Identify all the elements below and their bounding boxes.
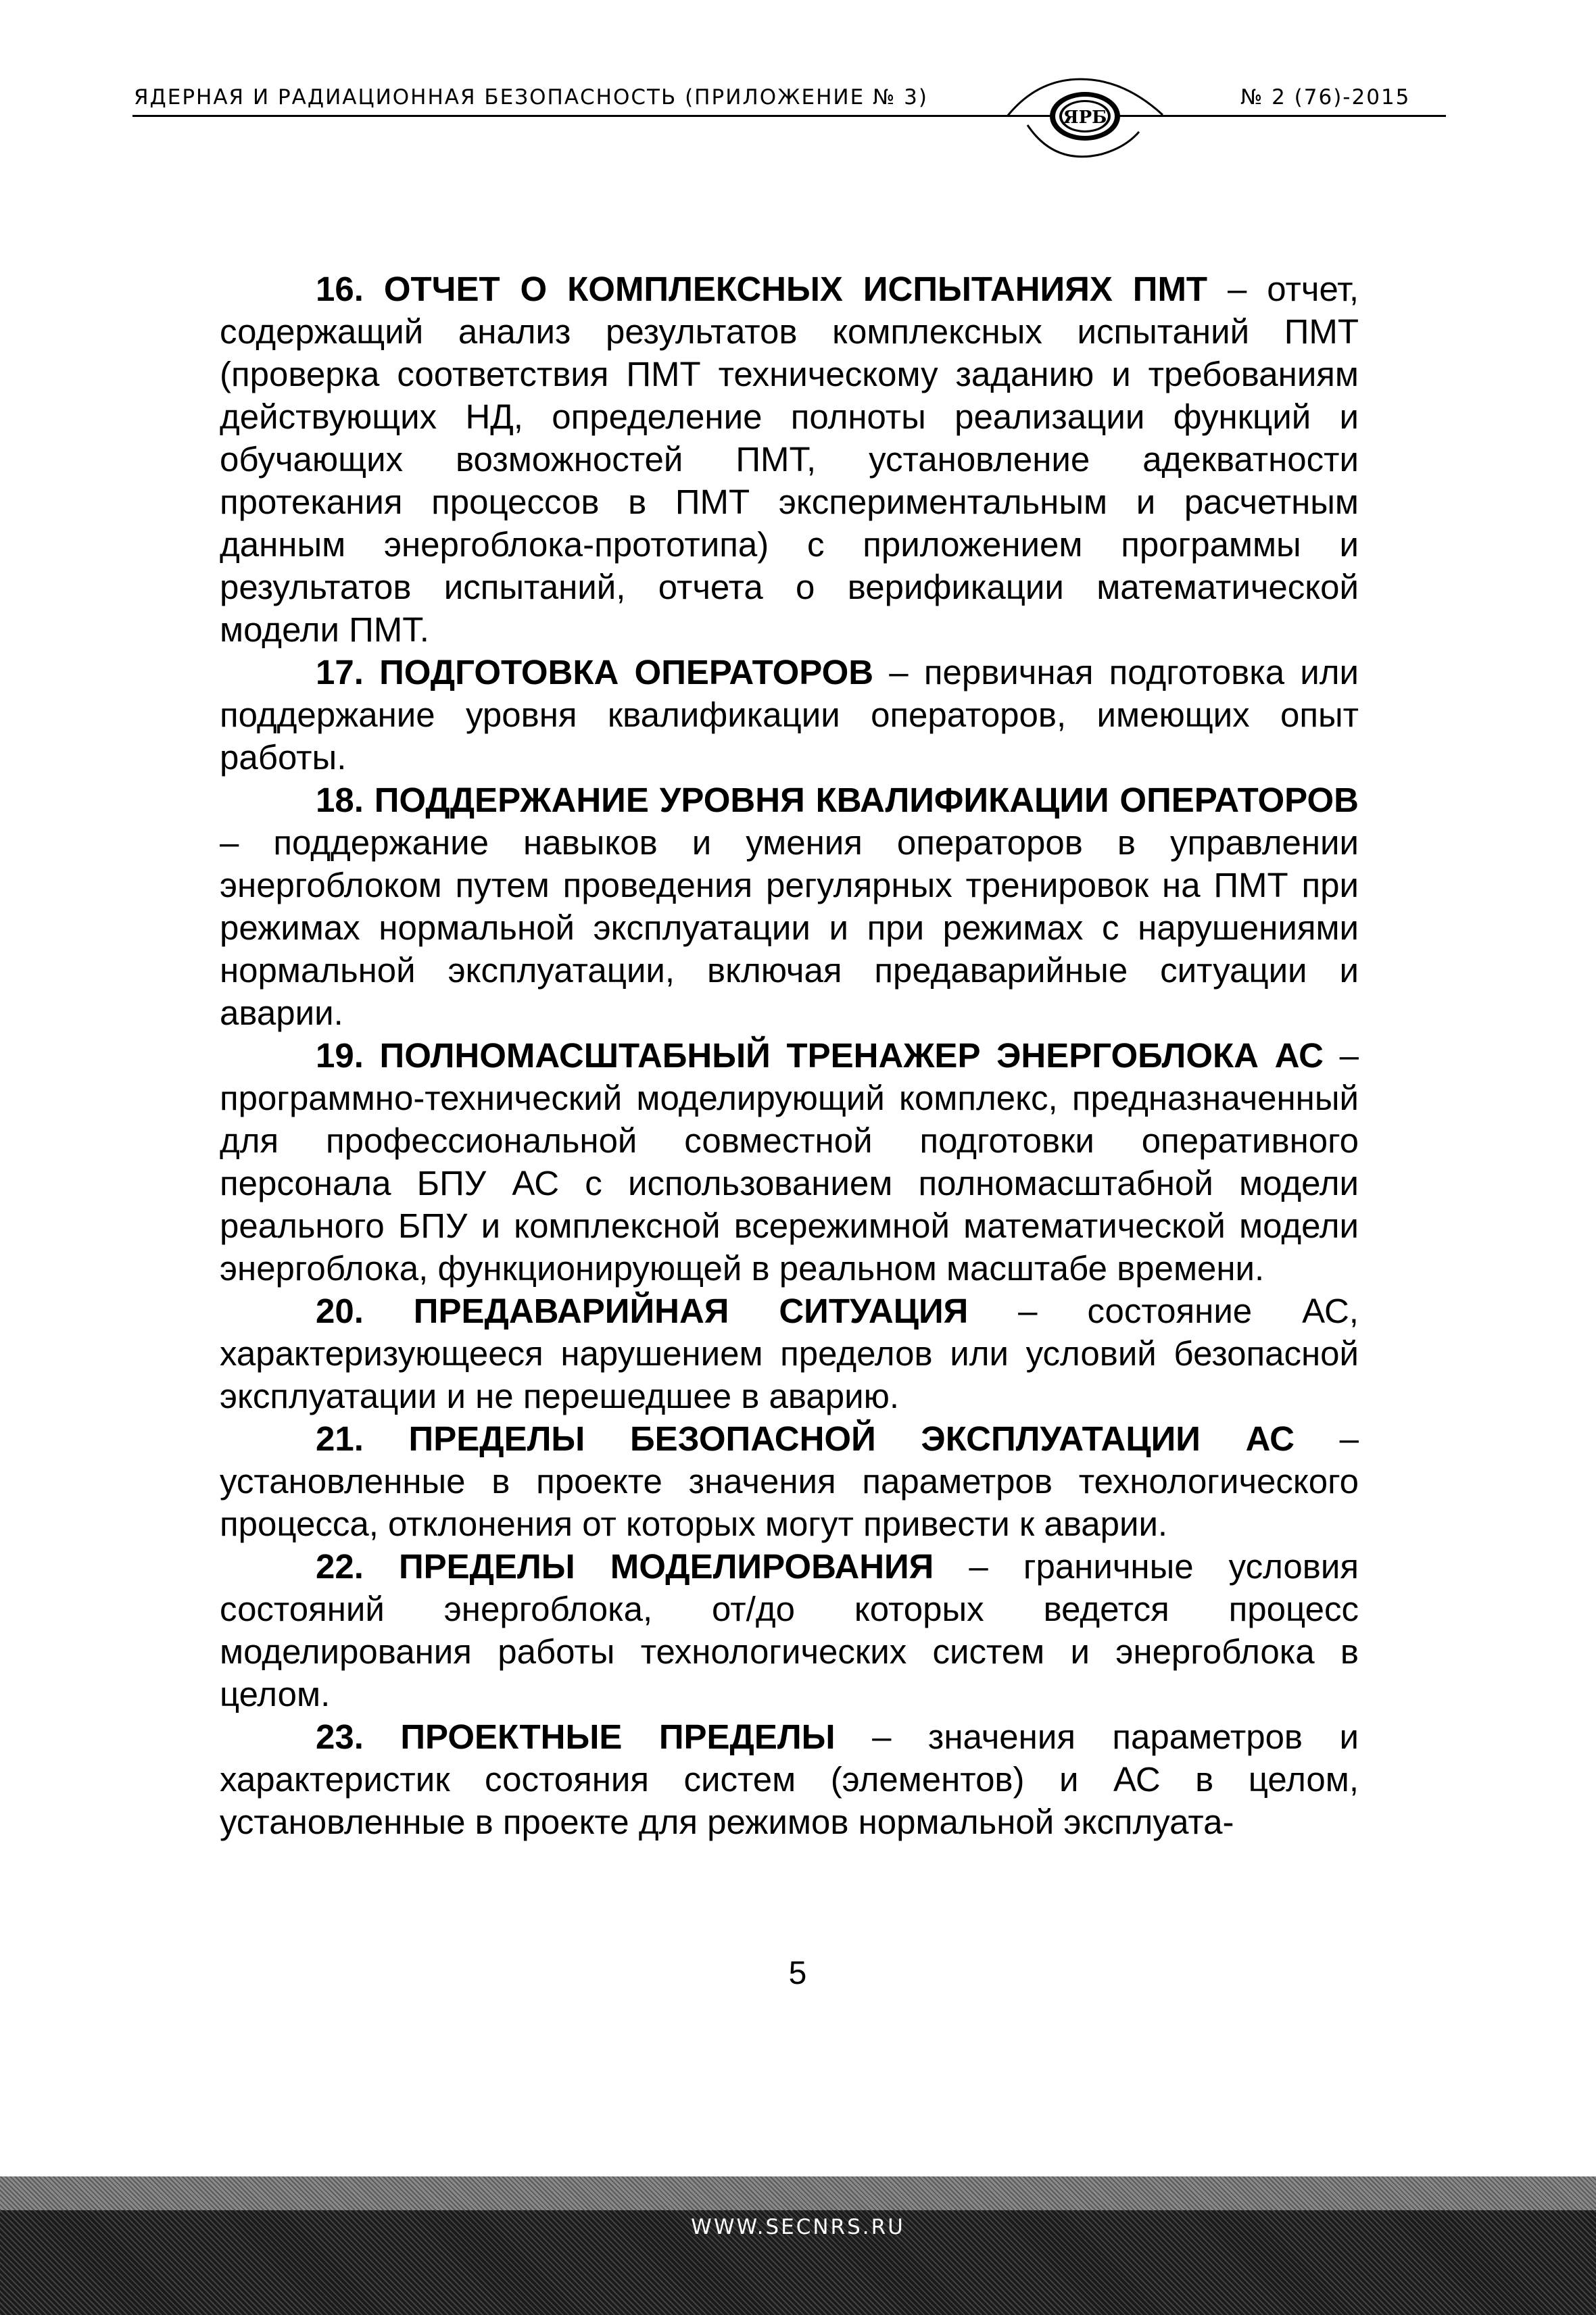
definition-16	[220, 268, 1359, 651]
term-17: 17. ПОДГОТОВКА ОПЕРАТОРОВ	[316, 653, 874, 691]
term-22: 22. ПРЕДЕЛЫ МОДЕЛИРОВАНИЯ	[316, 1547, 934, 1586]
term-21: 21. ПРЕДЕЛЫ БЕЗОПАСНОЙ ЭКСПЛУАТАЦИИ АС	[316, 1419, 1295, 1458]
definition-text-22: – граничные условия состояний энергоблока, от/до которых ведется процесс моделирования работы технологических систем и энергоблока в целом.	[220, 1547, 1359, 1713]
header-divider	[132, 115, 1446, 117]
definition-17	[220, 651, 1359, 779]
definition-text-23: – значения параметров и характеристик состояния систем (элементов) и АС в целом, установленные в проекте для режимов нормальной эксплуата-	[220, 1717, 1359, 1841]
document-body	[220, 268, 1359, 1843]
term-23: 23. ПРОЕКТНЫЕ ПРЕДЕЛЫ	[316, 1717, 836, 1756]
term-16: 16. ОТЧЕТ О КОМПЛЕКСНЫХ ИСПЫТАНИЯХ ПМТ	[316, 270, 1208, 308]
definition-23	[220, 1715, 1359, 1843]
definition-text-20: – состояние АС, характеризующееся нарушением пределов или условий безопасной эксплуатации и не перешедшее в аварию.	[220, 1292, 1359, 1415]
definition-text-17: – первичная подготовка или поддержание уровня квалификации операторов, имеющих опыт работы.	[220, 653, 1359, 777]
definition-text-18: – поддержание навыков и умения операторов в управлении энергоблоком путем проведения регулярных тренировок на ПМТ при режимах нормальной эксплуатации и при режимах с нарушениями нормальной эксплуатации, включая предаварийные ситуации и аварии.	[220, 823, 1359, 1032]
definition-text-19: – программно-технический моделирующий комплекс, предназначенный для профессиональной совместной подготовки оперативного персонала БПУ АС с использованием полномасштабной модели реального БПУ и комплексной всережимной математической модели энергоблока, функционирующей в реальном масштабе времени.	[220, 1036, 1359, 1288]
definition-18	[220, 779, 1359, 1034]
footer-website-link[interactable]: WWW.SECNRS.RU	[691, 2215, 905, 2239]
term-19: 19. ПОЛНОМАСШТАБНЫЙ ТРЕНАЖЕР ЭНЕРГОБЛОКА АС	[316, 1036, 1324, 1075]
logo-text: ЯРБ	[1063, 107, 1107, 128]
journal-logo	[1000, 68, 1169, 169]
page-number: 5	[788, 1955, 807, 1991]
definition-text-21: – установленные в проекте значения параметров технологического процесса, отклонения от которых могут привести к аварии.	[220, 1419, 1359, 1543]
term-20: 20. ПРЕДАВАРИЙНАЯ СИТУАЦИЯ	[316, 1292, 969, 1330]
definition-20	[220, 1290, 1359, 1417]
footer-band	[0, 2176, 1596, 2315]
definition-22	[220, 1545, 1359, 1715]
definition-text-16: – отчет, содержащий анализ результатов комплексных испытаний ПМТ (проверка соответствия ПМТ техническому заданию и требованиям действующих НД, определение полноты реализации функций и обучающих возможностей ПМТ, установление адекватности протекания процессов в ПМТ экспериментальным и расчетным данным энергоблока-прототипа) с приложением программы и результатов испытаний, отчета о верификации математической модели ПМТ.	[220, 270, 1359, 649]
definition-21	[220, 1417, 1359, 1545]
issue-number: № 2 (76)-2015	[1240, 85, 1411, 109]
term-18: 18. ПОДДЕРЖАНИЕ УРОВНЯ КВАЛИФИКАЦИИ ОПЕРАТОРОВ	[316, 781, 1359, 819]
definition-19	[220, 1034, 1359, 1290]
journal-title: ЯДЕРНАЯ И РАДИАЦИОННАЯ БЕЗОПАСНОСТЬ (ПРИЛОЖЕНИЕ № 3)	[134, 85, 928, 109]
